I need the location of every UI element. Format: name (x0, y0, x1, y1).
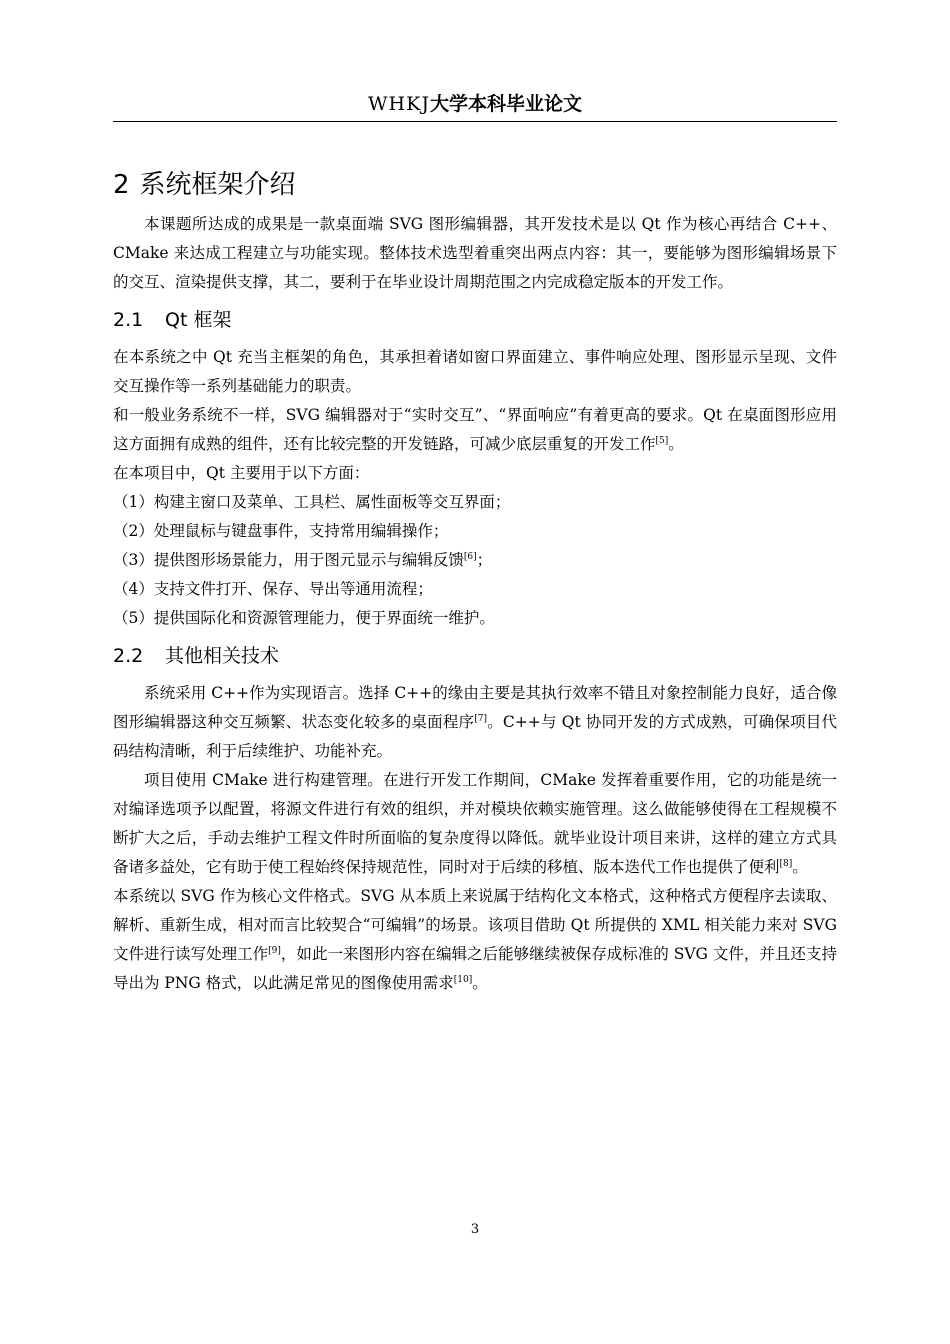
section-title: 其他相关技术 (165, 645, 280, 667)
section2-paragraph-2 (113, 766, 837, 882)
header-org: WHKJ (368, 93, 430, 115)
section-number: 2.2 (113, 645, 144, 667)
paragraph-text: 和一般业务系统不一样，SVG 编辑器对于“实时交互”、“界面响应”有着更高的要求。Qt 在桌面图形应用这方面拥有成熟的组件，还有比较完整的开发链路，可减少底层重复的开发工作 (113, 406, 837, 453)
citation-ref: [5] (655, 435, 669, 446)
citation-ref: [8] (779, 858, 793, 869)
list-item-1: （1）构建主窗口及菜单、工具栏、属性面板等交互界面； (113, 493, 511, 511)
paragraph-text-end: 。 (792, 858, 808, 876)
list-item-text: （3）提供图形场景能力，用于图元显示与编辑反馈 (113, 551, 464, 569)
citation-ref: [7] (474, 713, 488, 724)
list-item-4: （4）支持文件打开、保存、导出等通用流程； (113, 580, 433, 598)
citation-ref: [6] (463, 551, 477, 562)
list-item-5: （5）提供国际化和资源管理能力，便于界面统一维护。 (113, 609, 495, 627)
intro-paragraph: 本课题所达成的成果是一款桌面端 SVG 图形编辑器，其开发技术是以 Qt 作为核心再结合 C++、CMake 来达成工程建立与功能实现。整体技术选型着重突出两点内容：其一，要能够为图形编辑场景下的交互、渲染提供支撑，其二，要利于在毕业设计周期范围之内完成稳定版本的开发工作。 (113, 215, 837, 291)
citation-ref: [9] (268, 945, 281, 956)
section-heading-2-1 (113, 297, 837, 343)
chapter-heading (113, 160, 837, 210)
citation-ref: [10] (453, 974, 473, 985)
list-item-3 (113, 546, 837, 575)
header-title: 大学本科毕业论文 (429, 93, 582, 115)
list-item-2: （2）处理鼠标与键盘事件，支持常用编辑操作； (113, 522, 449, 540)
page-number: 3 (470, 1222, 480, 1237)
section1-paragraph-1: 在本系统之中 Qt 充当主框架的角色，其承担着诸如窗口界面建立、事件响应处理、图形显示呈现、文件交互操作等一系列基础能力的职责。 (113, 348, 837, 395)
page-header (113, 90, 837, 122)
section-title: Qt 框架 (165, 309, 232, 331)
section2-paragraph-1 (113, 679, 837, 766)
section1-paragraph-3: 在本项目中，Qt 主要用于以下方面： (113, 464, 370, 482)
section-heading-2-2 (113, 633, 837, 679)
section2-paragraph-3 (113, 882, 837, 998)
page-content (113, 160, 837, 998)
paragraph-text-mid: ，如此一来图形内容在编辑之后能够继续被保存成标准的 SVG 文件，并且还支持导出为 PNG 格式，以此满足常见的图像使用需求 (113, 945, 837, 992)
section-number: 2.1 (113, 309, 144, 331)
list-item-text-end: ； (476, 551, 493, 569)
section1-paragraph-2 (113, 401, 837, 459)
paragraph-text: 系统采用 C++作为实现语言。选择 C++的缘由主要是其执行效率不错且对象控制能力良好，适合像图形编辑器这种交互频繁、状态变化较多的桌面程序 (113, 684, 837, 731)
paragraph-text-end: 。 (668, 435, 684, 453)
paragraph-text-end: 。C++与 Qt 协同开发的方式成熟，可确保项目代码结构清晰，利于后续维护、功能补充。 (113, 713, 837, 760)
paragraph-text: 项目使用 CMake 进行构建管理。在进行开发工作期间，CMake 发挥着重要作用，它的功能是统一对编译选项予以配置，将源文件进行有效的组织，并对模块依赖实施管理。这么做能够使得在工程规模不断扩大之后，手动去维护工程文件时所面临的复杂度得以降低。就毕业设计项目来讲，这样的建立方式具备诸多益处，它有助于使工程始终保持规范性，同时对于后续的移植、版本迭代工作也提供了便利 (113, 771, 837, 876)
paragraph-text-end: 。 (472, 974, 488, 992)
chapter-number: 2 (113, 170, 130, 200)
paragraph-text: 本系统以 SVG 作为核心文件格式。SVG 从本质上来说属于结构化文本格式，这种格式方便程序去读取、解析、重新生成，相对而言比较契合“可编辑”的场景。该项目借助 Qt 所提供的 XML 相关能力来对 SVG 文件进行读写处理工作 (113, 887, 837, 963)
chapter-title: 系统框架介绍 (139, 170, 296, 200)
